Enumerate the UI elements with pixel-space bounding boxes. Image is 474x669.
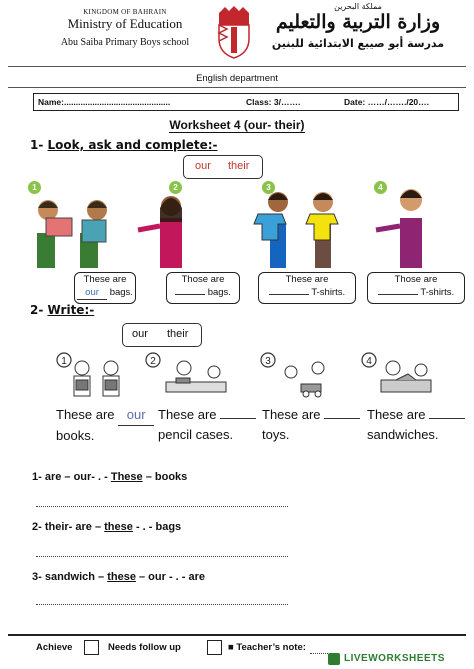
- ministry-label: Ministry of Education: [67, 16, 183, 31]
- word-our: our: [195, 160, 211, 172]
- reorder-sentence-1: 1- are – our- . - These – books: [32, 471, 188, 483]
- answer-1[interactable]: our: [77, 286, 107, 300]
- word-our-2: our: [132, 328, 148, 340]
- caption-2: These are pencil cases.: [158, 405, 256, 445]
- class-field[interactable]: Class: 3/…….: [246, 97, 301, 107]
- scene-pencil-cases: [166, 361, 226, 392]
- item4-number: 4: [374, 181, 387, 194]
- item3-number: 3: [262, 181, 275, 194]
- header-divider: [8, 66, 466, 67]
- answer-4[interactable]: [378, 294, 418, 295]
- footer-divider: [8, 634, 466, 636]
- header-right-arabic: [258, 2, 458, 50]
- section2-word-box: [122, 323, 202, 347]
- scene1-kids-with-bags: [37, 200, 107, 268]
- school-label: Abu Saiba Primary Boys school: [60, 37, 190, 48]
- arabic-kingdom-label: مملكة البحرين: [334, 2, 382, 11]
- scene-sandwiches: [381, 361, 431, 392]
- reorder-sentence-3: 3- sandwich – these – our - . - are: [32, 571, 206, 583]
- scene2-girl-pointing: [138, 196, 182, 268]
- word-their-2: their: [167, 328, 189, 340]
- svg-text:1: 1: [61, 356, 67, 367]
- bubble-4: Those are T-shirts.: [367, 272, 465, 304]
- answer-line-2[interactable]: [36, 556, 288, 557]
- bahrain-crest-logo: [215, 5, 253, 59]
- caption-4: These are sandwiches.: [367, 405, 465, 445]
- department-label: English department: [196, 73, 278, 84]
- answer-3[interactable]: [269, 294, 309, 295]
- liveworksheets-watermark: LIVEWORKSHEETS: [328, 650, 470, 668]
- answer-2[interactable]: [175, 294, 205, 295]
- section1-illustrations: [20, 178, 460, 273]
- bubble-1: These are our bags.: [74, 272, 136, 304]
- needs-follow-up-label: Needs follow up: [108, 642, 181, 653]
- arabic-school-label: مدرسة أبو صيبع الابتدائية للبنين: [271, 37, 445, 50]
- reorder-sentence-2: 2- their- are – these - . - bags: [32, 521, 182, 533]
- svg-text:3: 3: [265, 356, 271, 367]
- achieve-label: Achieve: [36, 642, 73, 653]
- section1-word-box: [183, 155, 263, 179]
- item1-number: 1: [28, 181, 41, 194]
- answer-line-1[interactable]: [36, 506, 288, 507]
- scene4-boy-pointing: [376, 189, 422, 268]
- caption-1: These are our books.: [56, 405, 154, 446]
- date-field[interactable]: Date: ……/……./20….: [344, 97, 430, 107]
- answer-s2-1[interactable]: our: [118, 405, 154, 426]
- achieve-checkbox[interactable]: [84, 640, 99, 655]
- scene-toys: [285, 362, 324, 397]
- scene3-kids-with-tshirts: [254, 192, 338, 268]
- name-field[interactable]: Name:.............................................: [38, 97, 171, 107]
- answer-line-3[interactable]: [36, 604, 288, 605]
- arabic-ministry-label: وزارة التربية والتعليم: [275, 11, 441, 33]
- section2-illustrations: [56, 350, 446, 402]
- answer-s2-4[interactable]: [429, 418, 465, 419]
- worksheet-title: Worksheet 4 (our- their): [169, 118, 305, 132]
- student-info-box: [33, 93, 459, 111]
- bubble-2: Those are bags.: [166, 272, 240, 304]
- scene-books: [74, 361, 119, 396]
- word-their: their: [228, 160, 250, 172]
- caption-3: These are toys.: [262, 405, 360, 445]
- bubble-3: These are T-shirts.: [258, 272, 356, 304]
- answer-s2-2[interactable]: [220, 418, 256, 419]
- section2-heading: 2- Write:-: [30, 303, 95, 317]
- teacher-note-label: ■ Teacher’s note:: [228, 642, 306, 653]
- item2-number: 2: [169, 181, 182, 194]
- svg-text:2: 2: [150, 356, 156, 367]
- header-left: [40, 8, 210, 48]
- svg-text:4: 4: [366, 356, 372, 367]
- department-divider: [8, 87, 466, 88]
- needs-follow-up-checkbox[interactable]: [207, 640, 222, 655]
- kingdom-label: KINGDOM OF BAHRAIN: [83, 8, 167, 16]
- answer-s2-3[interactable]: [324, 418, 360, 419]
- liveworksheets-logo-icon: [328, 653, 340, 665]
- section1-heading: 1- Look, ask and complete:-: [30, 138, 218, 152]
